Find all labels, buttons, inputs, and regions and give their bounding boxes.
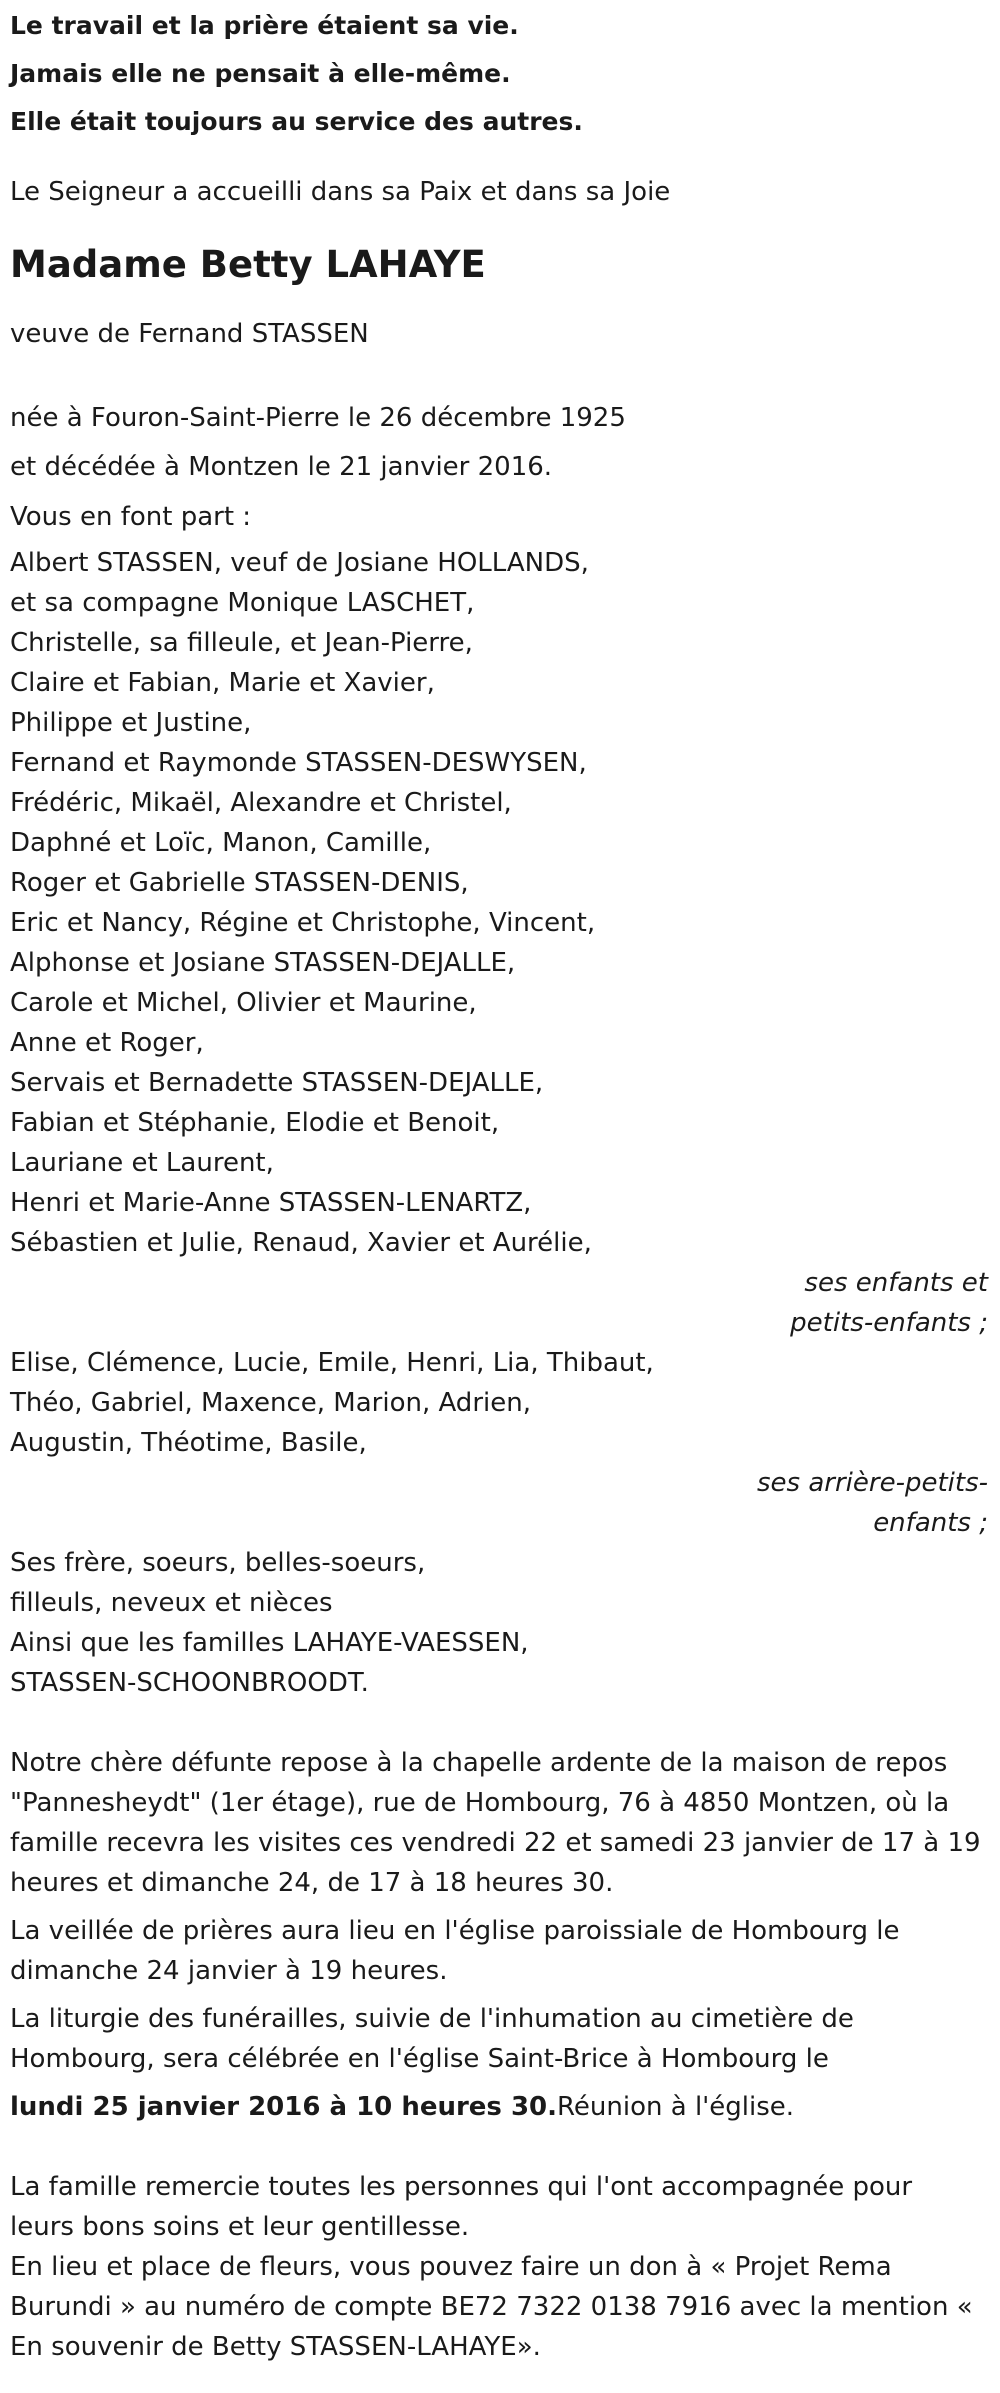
paragraph-line: La veillée de prières aura lieu en l'église paroissiale de Hombourg le [10, 1916, 900, 1946]
paragraph-line: La famille remercie toutes les personnes qui l'ont accompagnée pour [10, 2172, 913, 2202]
list-item: Ses frère, soeurs, belles-soeurs, [10, 1548, 426, 1578]
list-item: Roger et Gabrielle STASSEN-DENIS, [10, 868, 469, 898]
children-list [10, 543, 1000, 1263]
funeral-date-line [10, 2087, 1000, 2127]
great-grandchildren-list [10, 1343, 1000, 1463]
great-grandchildren-note [10, 1463, 1000, 1543]
funeral-meeting: Réunion à l'église. [557, 2092, 795, 2122]
children-note [10, 1263, 1000, 1343]
list-item: Servais et Bernadette STASSEN-DEJALLE, [10, 1068, 544, 1098]
relation-note: petits-enfants ; [790, 1308, 988, 1338]
paragraph-line: La liturgie des funérailles, suivie de l'inhumation au cimetière de [10, 2004, 854, 2034]
list-item: Théo, Gabriel, Maxence, Marion, Adrien, [10, 1388, 531, 1418]
list-item: Sébastien et Julie, Renaud, Xavier et Aurélie, [10, 1228, 592, 1258]
obituary-notice [0, 2, 1000, 2367]
intro-text: Le Seigneur a accueilli dans sa Paix et dans sa Joie [10, 177, 671, 207]
death-text: et décédée à Montzen le 21 janvier 2016. [10, 452, 553, 482]
paragraph-line: leurs bons soins et leur gentillesse. [10, 2212, 470, 2242]
list-item: Ainsi que les familles LAHAYE-VAESSEN, [10, 1628, 529, 1658]
list-item: filleuls, neveux et nièces [10, 1588, 333, 1618]
list-item: Alphonse et Josiane STASSEN-DEJALLE, [10, 948, 516, 978]
widow-of-text: veuve de Fernand STASSEN [10, 319, 369, 349]
list-item: Lauriane et Laurent, [10, 1148, 274, 1178]
paragraph-line: En lieu et place de fleurs, vous pouvez faire un don à « Projet Rema [10, 2252, 892, 2282]
list-item: Fabian et Stéphanie, Elodie et Benoit, [10, 1108, 500, 1138]
paragraph-line: dimanche 24 janvier à 19 heures. [10, 1956, 448, 1986]
list-item: Elise, Clémence, Lucie, Emile, Henri, Lia, Thibaut, [10, 1348, 654, 1378]
motto-line: Jamais elle ne pensait à elle-même. [10, 59, 511, 88]
vigil-paragraph [10, 1911, 1000, 1991]
paragraph-line: famille recevra les visites ces vendredi 22 et samedi 23 janvier de 17 à 19 [10, 1828, 981, 1858]
motto-block [10, 2, 1000, 146]
paragraph-line: Notre chère défunte repose à la chapelle ardente de la maison de repos [10, 1748, 948, 1778]
paragraph-line: Burundi » au numéro de compte BE72 7322 0138 7916 avec la mention « [10, 2292, 973, 2322]
list-item: et sa compagne Monique LASCHET, [10, 588, 475, 618]
paragraph-line: Hombourg, sera célébrée en l'église Saint-Brice à Hombourg le [10, 2044, 829, 2074]
thanks-paragraph [10, 2167, 1000, 2367]
relation-note: ses enfants et [804, 1268, 988, 1298]
list-item: Henri et Marie-Anne STASSEN-LENARTZ, [10, 1188, 532, 1218]
list-item: Augustin, Théotime, Basile, [10, 1428, 367, 1458]
list-item: Carole et Michel, Olivier et Maurine, [10, 988, 477, 1018]
birth-death-block [10, 394, 1000, 492]
list-item: Philippe et Justine, [10, 708, 252, 738]
list-item: Eric et Nancy, Régine et Christophe, Vincent, [10, 908, 596, 938]
announce-text: Vous en font part : [10, 502, 252, 532]
deceased-name: Madame Betty LAHAYE [10, 243, 486, 286]
list-item: Christelle, sa filleule, et Jean-Pierre, [10, 628, 473, 658]
list-item: STASSEN-SCHOONBROODT. [10, 1668, 369, 1698]
repose-paragraph [10, 1743, 1000, 1903]
funeral-paragraph [10, 1999, 1000, 2127]
motto-line: Elle était toujours au service des autres. [10, 107, 583, 136]
list-item: Fernand et Raymonde STASSEN-DESWYSEN, [10, 748, 587, 778]
list-item: Anne et Roger, [10, 1028, 204, 1058]
paragraph-line: "Pannesheydt" (1er étage), rue de Hombourg, 76 à 4850 Montzen, où la [10, 1788, 950, 1818]
paragraph-line: En souvenir de Betty STASSEN-LAHAYE». [10, 2332, 541, 2362]
list-item: Claire et Fabian, Marie et Xavier, [10, 668, 435, 698]
birth-text: née à Fouron-Saint-Pierre le 26 décembre 1925 [10, 403, 626, 433]
relation-note: enfants ; [873, 1508, 988, 1538]
motto-line: Le travail et la prière étaient sa vie. [10, 11, 519, 40]
others-list [10, 1543, 1000, 1703]
paragraph-line: heures et dimanche 24, de 17 à 18 heures 30. [10, 1868, 614, 1898]
funeral-date: lundi 25 janvier 2016 à 10 heures 30. [10, 2092, 558, 2122]
list-item: Daphné et Loïc, Manon, Camille, [10, 828, 432, 858]
list-item: Albert STASSEN, veuf de Josiane HOLLANDS, [10, 548, 589, 578]
relation-note: ses arrière-petits- [757, 1468, 988, 1498]
list-item: Frédéric, Mikaël, Alexandre et Christel, [10, 788, 512, 818]
